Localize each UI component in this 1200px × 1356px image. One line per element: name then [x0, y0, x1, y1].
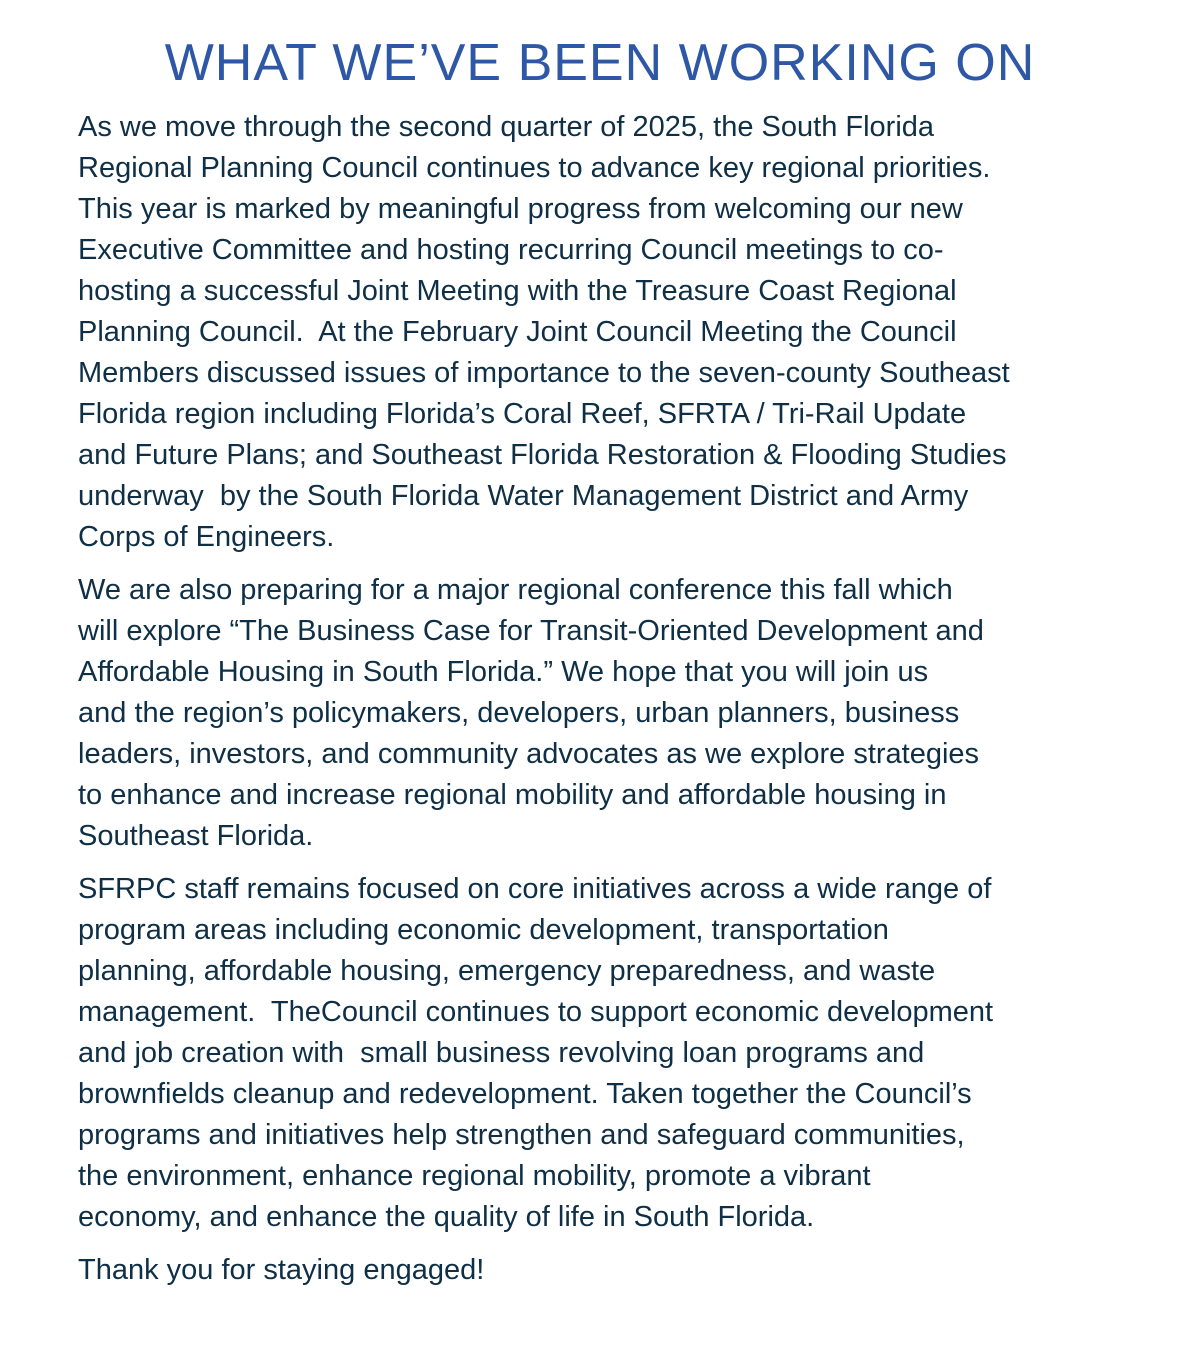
text-line: This year is marked by meaningful progress from welcoming our new: [78, 193, 963, 225]
text-line: SFRPC staff remains focused on core initiatives across a wide range of: [78, 873, 992, 905]
text-line: leaders, investors, and community advocates as we explore strategies: [78, 738, 980, 770]
text-line: hosting a successful Joint Meeting with the Treasure Coast Regional: [78, 275, 957, 307]
text-line: planning, affordable housing, emergency preparedness, and waste: [78, 955, 936, 987]
text-line: Planning Council. At the February Joint Council Meeting the Council: [78, 316, 957, 348]
text-line: and Future Plans; and Southeast Florida Restoration & Flooding Studies: [78, 439, 1007, 471]
text-line: to enhance and increase regional mobility and affordable housing in: [78, 779, 947, 811]
text-line: and the region’s policymakers, developers, urban planners, business: [78, 697, 960, 729]
paragraph-2: [78, 570, 1178, 857]
text-line: Regional Planning Council continues to advance key regional priorities.: [78, 152, 991, 184]
text-line: the environment, enhance regional mobility, promote a vibrant: [78, 1160, 871, 1192]
text-line: and job creation with small business revolving loan programs and: [78, 1037, 925, 1069]
text-line: Affordable Housing in South Florida.” We hope that you will join us: [78, 656, 929, 688]
text-line: economy, and enhance the quality of life in South Florida.: [78, 1201, 815, 1233]
paragraph-4: [78, 1250, 1178, 1291]
paragraph-3: [78, 869, 1178, 1238]
text-line: programs and initiatives help strengthen and safeguard communities,: [78, 1119, 965, 1151]
text-line: management. TheCouncil continues to support economic development: [78, 996, 994, 1028]
paragraph-1: [78, 107, 1178, 558]
text-line: As we move through the second quarter of 2025, the South Florida: [78, 111, 935, 143]
text-line: will explore “The Business Case for Transit-Oriented Development and: [78, 615, 984, 647]
text-line: We are also preparing for a major regional conference this fall which: [78, 574, 953, 606]
text-line: Thank you for staying engaged!: [78, 1254, 485, 1286]
text-line: Florida region including Florida’s Coral Reef, SFRTA / Tri-Rail Update: [78, 398, 967, 430]
text-line: Southeast Florida.: [78, 820, 314, 852]
text-line: brownfields cleanup and redevelopment. Taken together the Council’s: [78, 1078, 972, 1110]
text-line: Corps of Engineers.: [78, 521, 335, 553]
page-title: WHAT WE’VE BEEN WORKING ON: [164, 34, 1036, 92]
text-line: program areas including economic development, transportation: [78, 914, 889, 946]
article-body: [78, 107, 1178, 1303]
text-line: Members discussed issues of importance to the seven-county Southeast: [78, 357, 1010, 389]
text-line: Executive Committee and hosting recurring Council meetings to co-: [78, 234, 944, 266]
text-line: underway by the South Florida Water Management District and Army: [78, 480, 969, 512]
